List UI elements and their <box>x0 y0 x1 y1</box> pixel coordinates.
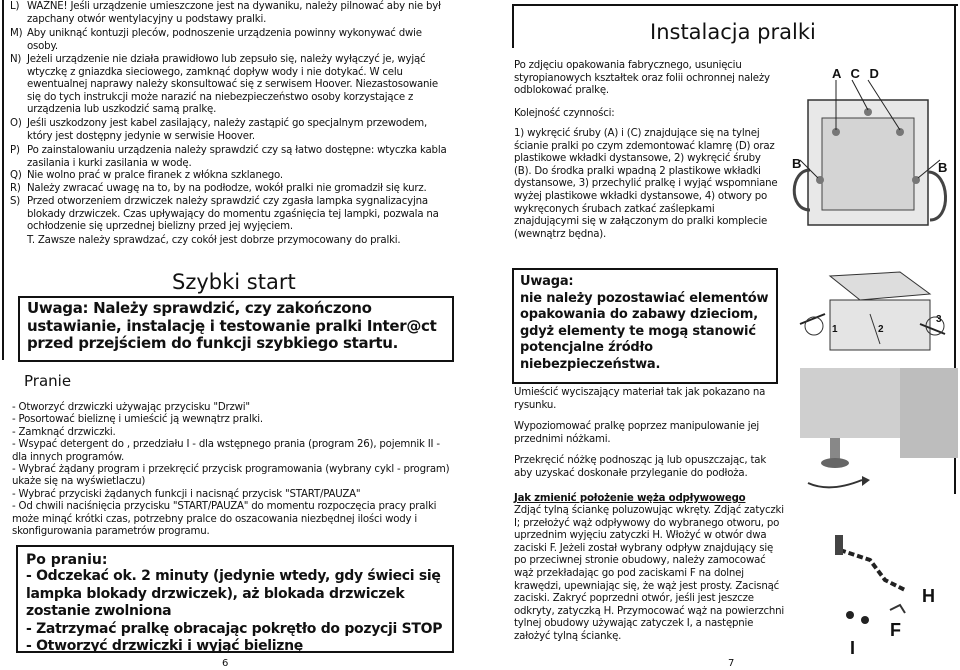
figure-hose <box>810 520 960 660</box>
figure-label-f: F <box>890 620 901 640</box>
item-text: Przed otworzeniem drzwiczek należy sprawdzić czy zgasła lampka sygnalizacyjna blokady drzwiczek. Czas upływający do momentu zgaśnięcia tej lampki, pozwala na ochłodzenie się uprzednej bielizny przed jej wyjęciem. <box>27 196 439 233</box>
item-text: Należy zwracać uwagę na to, by na podłodze, wokół pralki nie gromadził się kurz. <box>27 183 427 194</box>
list-item: - Odczekać ok. 2 minuty (jedynie wtedy, gdy świeci się lampka blokady drzwiczek), aż blokada drzwiczek zostanie zwolniona <box>26 568 441 619</box>
list-item: - Otworzyć drzwiczki używając przycisku "Drzwi" <box>12 402 250 413</box>
item-text: WAŻNE! Jeśli urządzenie umieszczone jest na dywaniku, należy pilnować aby nie był zapchany otwór wentylacyjny u podstawy pralki. <box>27 1 441 25</box>
item-label: P) <box>10 145 20 156</box>
item-label: S) <box>10 196 21 207</box>
steps-text: 1) wykręcić śruby (A) i (C) znajdujące się na tylnej ścianie pralki po czym zdemontować klamrę (D) oraz plastikowe wkładki dystansowe, 2) wykręcić śruby (B). Do środka pralki wpadną 2 plastikowe wkładki dystansowe, 3) przechylić pralkę i wyjąć wspomniane wyżej plastikowe wkładki dystansowe, 4) otwory po wykręconych śrubach zatkać zaślepkami znajdującymi się w załączonym do pralki komplecie (wewnątrz będna). <box>514 128 778 240</box>
intro-text: Po zdjęciu opakowania fabrycznego, usunięciu styropianowych kształtek oraz folii ochronnej należy odblokować pralkę. <box>514 60 770 97</box>
machine-back-illustration <box>780 60 960 240</box>
pranie-list <box>12 402 452 538</box>
page-title: Instalacja pralki <box>650 20 816 44</box>
list-item-r <box>10 183 450 196</box>
item-text: Po zainstalowaniu urządzenia należy sprawdzić czy są łatwo dostępne: wtyczka kabla zasilania i kurki zasilania w wodę. <box>27 145 447 169</box>
item-text: Aby uniknąć kontuzji pleców, podnoszenie urządzenia powinny wykonywać dwie osoby. <box>27 28 422 52</box>
figure-label-acd: A C D <box>832 66 882 81</box>
po-praniu-heading: Po praniu: <box>26 552 108 568</box>
warning-box <box>512 268 778 384</box>
para-material: Umieścić wyciszający materiał tak jak pokazano na rysunku. <box>514 387 766 411</box>
item-text: Jeżeli urządzenie nie działa prawidłowo lub zepsuło się, należy wyłączyć je, wyjąć wtyczkę z gniazdka sieciowego, zamknąć dopływ wody i nie dotykać. W celu ewentualnej naprawy należy skonsultować się z serwisem Hoover. Niezastosowanie się do tych instrukcji może narazić na niebezpieczeństwo osoby korzystające z urządzenia lub uszkodzić samą pralkę. <box>27 54 438 116</box>
list-item-p <box>10 145 450 170</box>
para-foot: Przekręcić nóżkę podnosząc ją lub opuszczając, tak aby uzyskać doskonałe przyleganie do podłoża. <box>514 455 767 479</box>
list-item: - Zamknąć drzwiczki. <box>12 426 116 438</box>
list-item: - Posortować bieliznę i umieścić ją wewnątrz pralki. <box>12 414 263 426</box>
section-title: Szybki start <box>172 270 296 294</box>
po-praniu-box <box>16 545 454 653</box>
figure-label-b-left: B <box>792 156 802 171</box>
list-item-s <box>10 196 450 234</box>
po-praniu-list <box>26 568 444 656</box>
item-text: Jeśli uszkodzony jest kabel zasilający, należy zastąpić go specjalnym przewodem, który jest dostępny jedynie w serwisie Hoover. <box>27 118 428 142</box>
foot-illustration <box>800 368 958 494</box>
figure-label-b-right: B <box>938 160 948 175</box>
figure-foot-leveling <box>800 368 958 494</box>
item-label: L) <box>10 1 20 12</box>
warning-text: Uwaga: Należy sprawdzić, czy zakończono ustawianie, instalację i testowanie pralki Inter@ct przed przejściem do funkcji szybkiego startu. <box>27 299 437 352</box>
figure-back-panel <box>780 60 960 240</box>
warning-text: nie należy pozostawiać elementów opakowania do zabawy dzieciom, gdyż elementy te mogą stanowić potencjalne źródło niebezpieczeństwa. <box>520 290 769 372</box>
list-item: - Zatrzymać pralkę obracając pokrętło do pozycji STOP <box>26 620 443 637</box>
list-item: - Od chwili naciśnięcia przycisku "START/PAUZA" do momentu rozpoczęcia pracy pralki może minąć krótki czas, potrzebny pralce do oszacowania niezbędnej ilości wody i skonfigurowania parametrów programu. <box>12 501 437 538</box>
page-number: 7 <box>728 658 735 669</box>
list-item-m <box>10 28 450 53</box>
list-item-q <box>10 170 450 183</box>
left-margin-line <box>2 0 4 360</box>
list-item-t: T. Zawsze należy sprawdzać, czy cokół jest dobrze przymocowany do pralki. <box>27 235 401 246</box>
list-item: - Wybrać żądany program i przekręcić przycisk programowania (wybrany cykl - program) ukaże się na wyświetlaczu) <box>12 464 450 488</box>
figure-remove-spacers <box>780 264 960 364</box>
title-line <box>512 4 514 48</box>
item-label: M) <box>10 28 23 39</box>
order-heading: Kolejność czynności: <box>514 108 615 119</box>
list-item: - Wsypać detergent do , przedziału I - dla wstępnego prania (program 26), pojemnik II - dla innych programów. <box>12 439 440 463</box>
left-page <box>0 0 470 670</box>
right-page <box>480 0 960 670</box>
list-item-n <box>10 54 450 117</box>
para-level: Wypoziomować pralkę poprzez manipulowanie jej przednimi nóżkami. <box>514 421 760 445</box>
list-item-o <box>10 118 450 143</box>
hose-illustration <box>810 520 960 660</box>
step-label-1: 1 <box>832 324 838 335</box>
hose-heading: Jak zmienić położenie węża odpływowego <box>514 493 746 504</box>
figure-label-i: I <box>850 638 856 658</box>
list-item-l <box>10 1 450 26</box>
item-text: Nie wolno prać w pralce firanek z włókna szklanego. <box>27 170 283 181</box>
hose-text: Zdjąć tylną ściankę poluzowując wkręty. Zdjąć zatyczki I; przełożyć wąż odpływowy do wybranego otworu, po uprzednim wyjęciu zatyczki H. Włożyć w otwór dwa zaciski F. Jeżeli został wybrany odpływ znajdujący się po przeciwnej stronie obudowy, należy zamocować wąż przekładając go pod zaciskami F na dolnej krawędzi, upewniając się, że wąż jest prosty. Zacisnąć zaciski. Zakryć poprzedni otwór, jeśli jest jeszcze odkryty, zatyczką H. Przymocować wąż na powierzchni tylnej obudowy używając zatyczek I, a następnie założyć tylną ściankę. <box>514 505 785 642</box>
item-label: O) <box>10 118 22 129</box>
pranie-heading: Pranie <box>24 372 72 390</box>
warning-title: Uwaga: <box>520 274 574 289</box>
list-item: - Wybrać przyciski żądanych funkcji i nacisnąć przycisk "START/PAUZA" <box>12 488 361 500</box>
top-rule <box>512 4 958 6</box>
list-item: - Otworzyć drzwiczki i wyjąć bieliznę <box>26 638 303 654</box>
step-label-2: 2 <box>878 324 884 335</box>
item-label: R) <box>10 183 21 194</box>
step-label-3: 3 <box>936 314 942 325</box>
spacers-illustration <box>780 264 960 364</box>
page-number: 6 <box>222 658 229 669</box>
item-label: N) <box>10 54 22 65</box>
item-label: Q) <box>10 170 22 181</box>
figure-label-h: H <box>922 586 935 606</box>
